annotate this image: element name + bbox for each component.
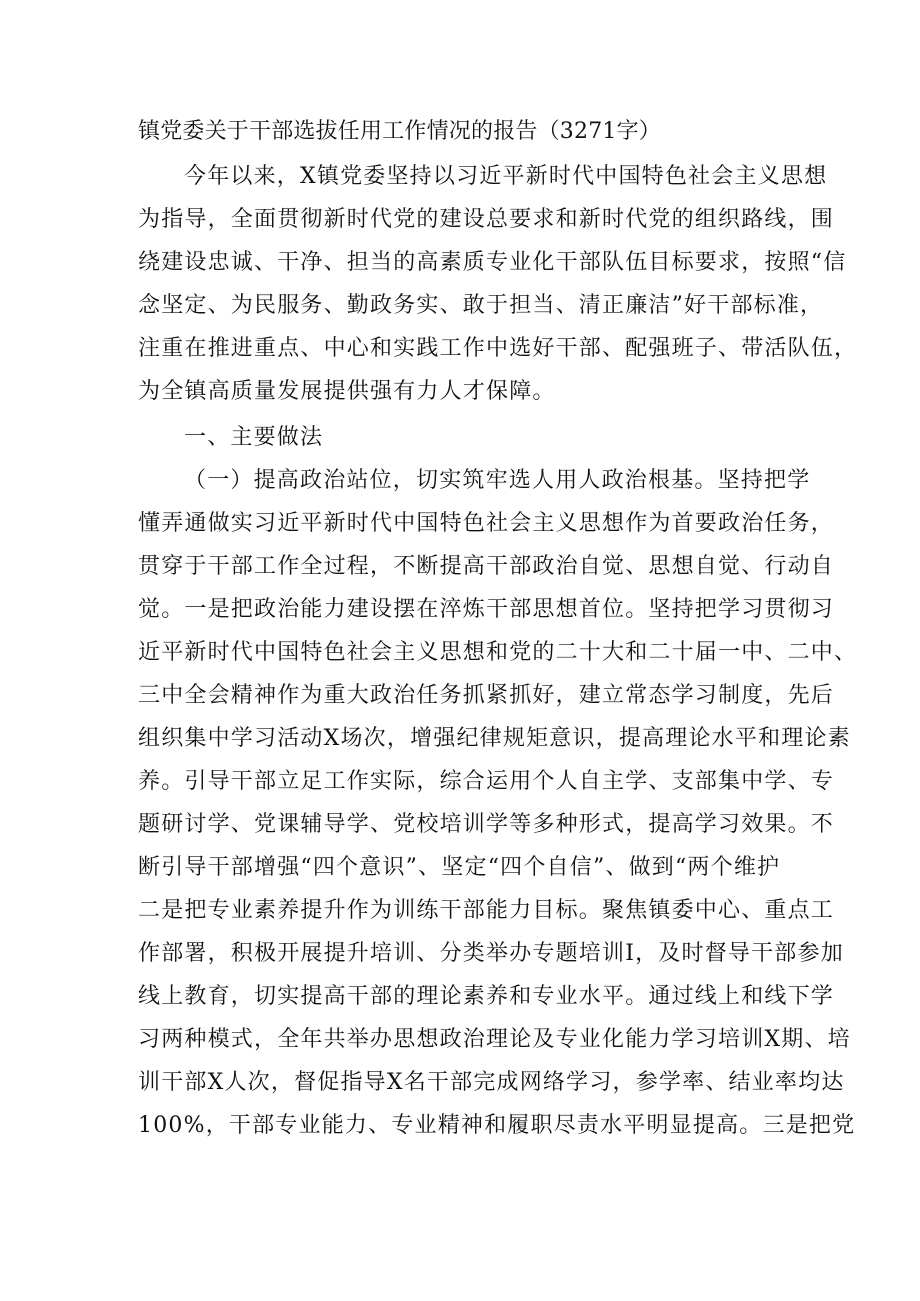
paragraph-line: 绕建设忠诚、干净、担当的高素质专业化干部队伍目标要求，按照“信 [138,250,847,275]
paragraph-line: 懂弄通做实习近平新时代中国特色社会主义思想作为首要政治任务， [138,511,835,536]
paragraph-line: 线上教育，切实提高干部的理论素养和专业水平。通过线上和线下学 [138,984,835,1009]
paragraph-line: 注重在推进重点、中心和实践工作中选好干部、配强班子、带活队伍， [138,336,858,361]
paragraph-line: 断引导干部增强“四个意识”、坚定“四个自信”、做到“两个维护 [138,855,781,880]
paragraph-line: 作部署，积极开展提升培训、分类举办专题培训I，及时督导干部参加 [138,941,844,966]
paragraph-line: （一）提高政治站位，切实筑牢选人用人政治根基。坚持把学 [184,468,811,493]
paragraph-line: 念坚定、为民服务、勤政务实、敢于担当、清正廉洁”好干部标准， [138,293,824,318]
document-title: 镇党委关于干部选拔任用工作情况的报告（3271字） [138,119,661,144]
paragraph-line: 三中全会精神作为重大政治任务抓紧抓好，建立常态学习制度，先后 [138,683,835,708]
paragraph-line: 二是把专业素养提升作为训练干部能力目标。聚焦镇委中心、重点工 [138,898,835,923]
paragraph-line: 养。引导干部立足工作实际，综合运用个人自主学、支部集中学、专 [138,769,835,794]
paragraph-line: 习两种模式，全年共举办思想政治理论及专业化能力学习培训X期、培 [138,1027,851,1052]
paragraph-line: 近平新时代中国特色社会主义思想和党的二十大和二十届一中、二中、 [138,640,858,665]
section-heading: 一、主要做法 [184,425,324,450]
paragraph-line: 100%，干部专业能力、专业精神和履职尽责水平明显提高。三是把党 [138,1113,856,1138]
paragraph-line: 今年以来，X镇党委坚持以习近平新时代中国特色社会主义思想 [184,164,828,189]
paragraph-line: 组织集中学习活动X场次，增强纪律规矩意识，提高理论水平和理论素 [138,726,851,751]
paragraph-line: 觉。一是把政治能力建设摆在淬炼干部思想首位。坚持把学习贯彻习 [138,597,835,622]
paragraph-line: 训干部X人次，督促指导X名干部完成网络学习，参学率、结业率均达 [138,1070,845,1095]
paragraph-line: 为全镇高质量发展提供强有力人才保障。 [138,379,556,404]
paragraph-line: 题研讨学、党课辅导学、党校培训学等多种形式，提高学习效果。不 [138,812,835,837]
paragraph-line: 贯穿于干部工作全过程，不断提高干部政治自觉、思想自觉、行动自 [138,554,835,579]
paragraph-line: 为指导，全面贯彻新时代党的建设总要求和新时代党的组织路线，围 [138,207,835,232]
